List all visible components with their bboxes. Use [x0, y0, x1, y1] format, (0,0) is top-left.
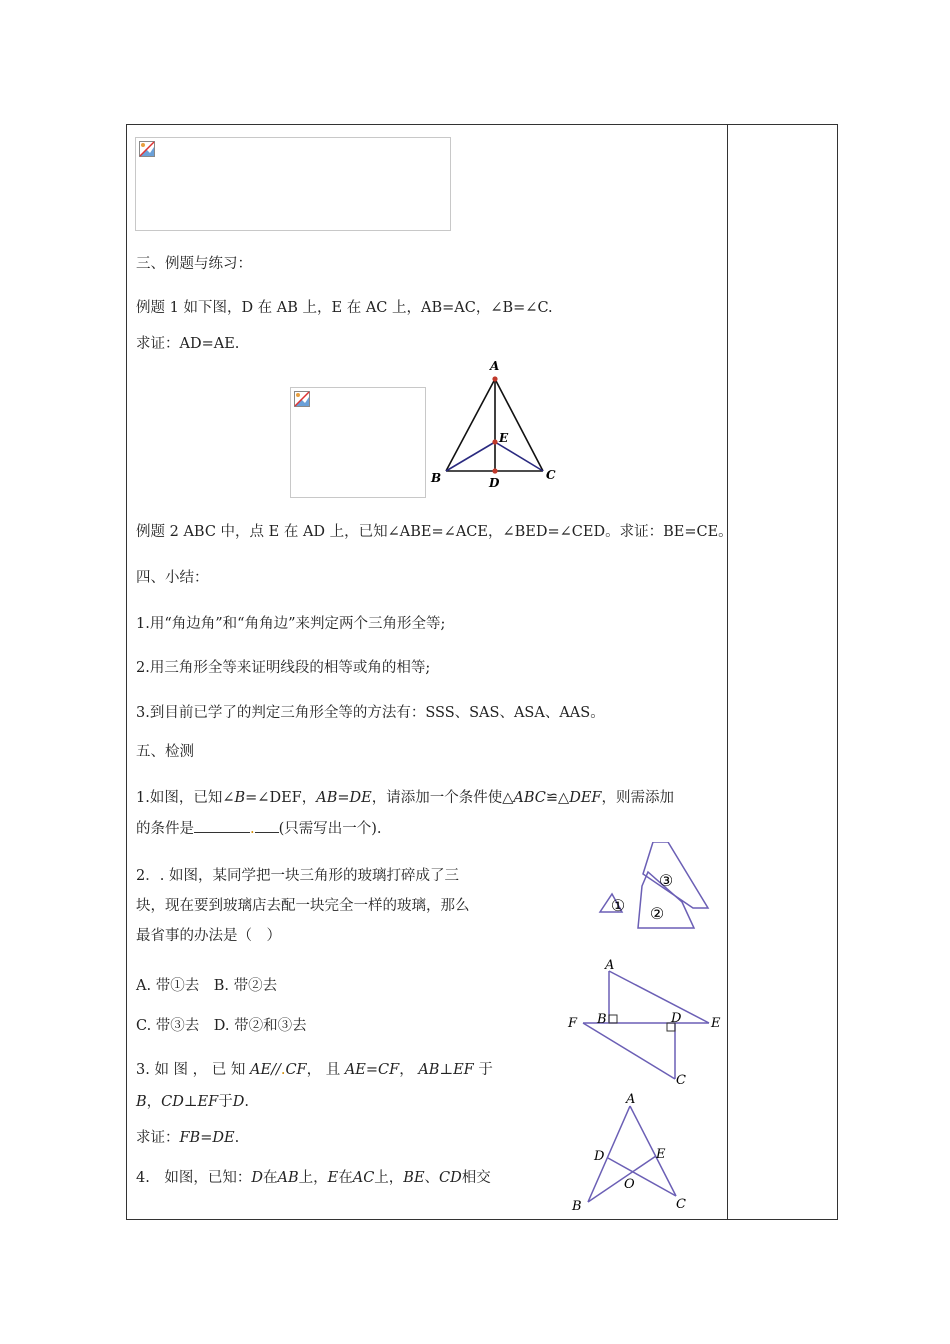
broken-image-icon	[139, 141, 155, 157]
question-1-line-2: 的条件是 . (只需写出一个).	[136, 818, 382, 839]
question-4-figure	[568, 1088, 693, 1216]
point-label: O	[624, 1177, 635, 1192]
point-label: D	[594, 1149, 605, 1164]
point-label: A	[626, 1092, 636, 1107]
point-label: E	[499, 431, 509, 445]
point-label: B	[431, 471, 442, 485]
question-4-line-1: 4. 如图，已知：D在AB上，E在AC上，BE、CD相交	[136, 1170, 491, 1186]
broken-image-icon	[294, 391, 310, 407]
point-label: E	[711, 1016, 721, 1031]
answer-blank[interactable]	[194, 818, 250, 833]
point-label: A	[490, 359, 500, 373]
point-label: C	[546, 468, 556, 482]
question-2-options-cd: C. 带③去 D. 带②和③去	[136, 1018, 307, 1034]
question-3-prove: 求证：FB=DE.	[136, 1130, 240, 1146]
image-placeholder-top	[135, 137, 451, 231]
question-2-line-1: 2．. 如图，某同学把一块三角形的玻璃打碎成了三	[136, 868, 459, 884]
question-2-options-ab: A. 带①去 B. 带②去	[136, 978, 278, 994]
point-label: A	[605, 958, 615, 973]
example-2-text: 例题 2 ABC 中，点 E 在 AD 上，已知∠ABE=∠ACE，∠BED=∠CED。求证：BE=CE。	[136, 524, 733, 540]
point-label: B	[597, 1012, 607, 1027]
point-label: D	[489, 476, 500, 490]
glass-piece-label: ③	[658, 871, 674, 890]
summary-item: 1.用“角边角”和“角角边”来判定两个三角形全等;	[136, 616, 446, 632]
table-column-divider	[727, 124, 728, 1220]
point-label: D	[671, 1011, 682, 1026]
section-5-heading: 五、检测	[136, 744, 194, 760]
point-label: B	[572, 1199, 582, 1214]
point-label: C	[676, 1197, 686, 1212]
question-3-figure	[565, 955, 725, 1090]
question-2-line-3: 最省事的办法是（ ）	[136, 928, 281, 944]
summary-item: 3.到目前已学了的判定三角形全等的方法有：SSS、SAS、ASA、AAS。	[136, 705, 605, 721]
section-3-heading: 三、例题与练习：	[136, 256, 252, 272]
question-3-line-2: B，CD⊥EF于D.	[136, 1094, 249, 1110]
glass-piece-label: ②	[649, 904, 665, 923]
glass-piece-label: ①	[610, 896, 626, 915]
answer-blank-tail	[255, 818, 279, 833]
point-label: F	[568, 1016, 578, 1031]
broken-glass-figure	[598, 842, 716, 932]
question-3-line-1: 3. 如 图 ， 已 知 AE//.CF， 且 AE=CF， AB⊥EF 于	[136, 1062, 493, 1078]
example-1-prove: 求证：AD=AE.	[136, 336, 240, 352]
question-2-line-2: 块，现在要到玻璃店去配一块完全一样的玻璃，那么	[136, 898, 470, 914]
summary-item: 2.用三角形全等来证明线段的相等或角的相等;	[136, 660, 431, 676]
section-4-heading: 四、小结：	[136, 570, 209, 586]
image-placeholder-example1	[290, 387, 426, 498]
question-1-line-1: 1.如图，已知∠B=∠DEF，AB=DE，请添加一个条件使△ABC≌△DEF，则需添加	[136, 790, 674, 806]
example-1-text: 例题 1 如下图，D 在 AB 上，E 在 AC 上，AB=AC，∠B=∠C.	[136, 300, 553, 316]
point-label: C	[676, 1073, 686, 1088]
point-label: E	[656, 1147, 666, 1162]
triangle-figure-example1	[425, 355, 570, 495]
